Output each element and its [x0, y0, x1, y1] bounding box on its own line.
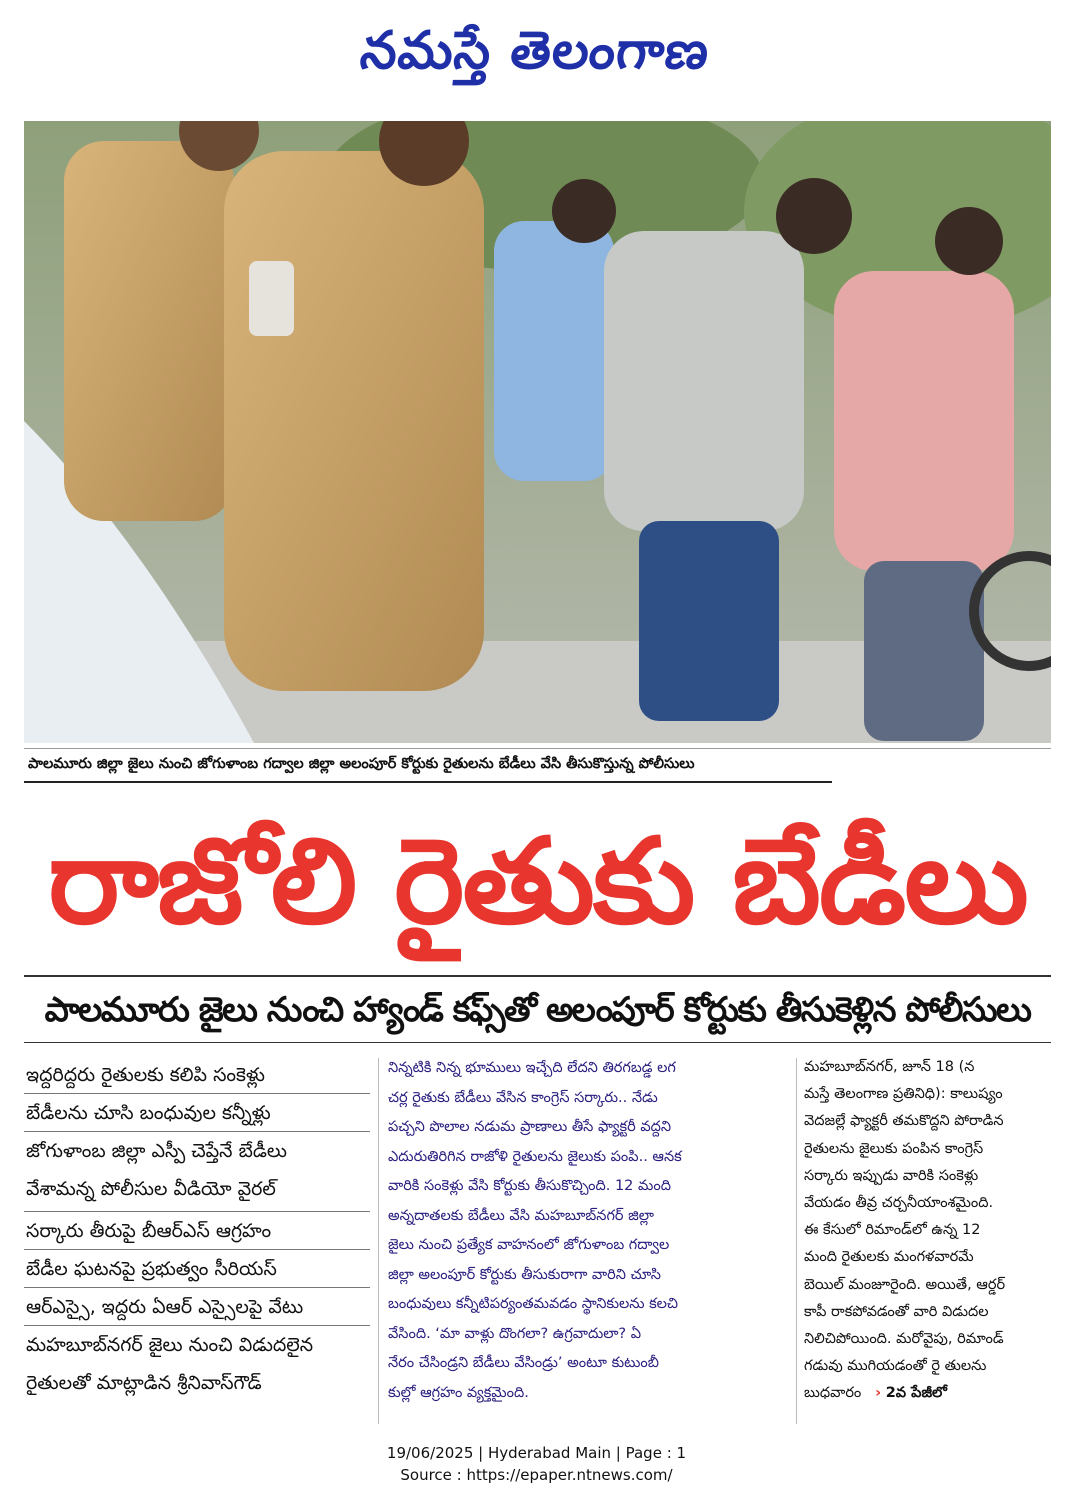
intro-line: జిల్లా అలంపూర్ కోర్టుకు తీసుకురాగా వారిని చూసి — [388, 1266, 661, 1283]
intro-line: బంధువులు కన్నీటిపర్యంతమవడం స్థానికులను కలచి — [388, 1296, 679, 1312]
article-line: మస్తే తెలంగాణ ప్రతినిధి): కాలుష్యం — [804, 1086, 1003, 1103]
intro-line: వారికి సంకెళ్లు వేసి కోర్టుకు తీసుకొచ్చింది. 12 మంది — [388, 1178, 671, 1194]
footer-date-edition: 19/06/2025 | Hyderabad Main | Page : 1 — [386, 1444, 687, 1462]
highlight-text: బేడీలను చూసి బంధువుల కన్నీళ్లు — [26, 1102, 271, 1124]
highlight-text: వేశామన్న పోలీసుల వీడియో వైరల్ — [26, 1178, 276, 1200]
intro-line: చర్ల రైతుకు బేడీలు వేసిన కాంగ్రెస్ సర్కారు.. నేడు — [388, 1089, 658, 1106]
highlight-text: ఆర్‌ఎస్సై, ఇద్దరు ఏఆర్ ఎస్సైలపై వేటు — [26, 1296, 304, 1318]
intro-line: అన్నదాతలకు బేడీలు వేసి మహబూబ్‌నగర్ జిల్లా — [388, 1207, 654, 1224]
headline: రాజోలి రైతుకు బేడీలు — [48, 812, 1027, 950]
highlights-column — [24, 1058, 370, 1408]
highlight-item — [24, 1058, 370, 1096]
highlight-text: రైతులతో మాట్లాడిన శ్రీనివాస్‌గౌడ్ — [26, 1372, 262, 1394]
continued-arrow-icon: › — [875, 1385, 882, 1402]
highlight-text: జోగుళాంబ జిల్లా ఎస్పీ చెప్తేనే బేడీలు — [26, 1140, 287, 1162]
article-line: కాపీ రాకపోవడంతో వారి విడుదల — [804, 1303, 989, 1320]
intro-line: నిన్నటికి నిన్న భూములు ఇచ్చేది లేదని తిరగబడ్డ లగ — [388, 1060, 676, 1076]
highlight-divider — [24, 1131, 370, 1132]
intro-column — [388, 1054, 788, 1424]
article-line: నిలిచిపోయింది. మరోవైపు, రిమాండ్ — [804, 1331, 1004, 1348]
news-photo-illustration — [24, 121, 1051, 743]
highlight-item — [24, 1096, 370, 1134]
article-line: బెయిల్ మంజూరైంది. అయితే, ఆర్డర్ — [804, 1276, 1006, 1293]
intro-line: వేసింది. ‘మా వాళ్లు దొంగలా? ఉగ్రవాదులా? ఏ — [388, 1325, 642, 1342]
intro-line: నేరం చేసిండ్రని బేడీలు వేసిండ్రు’ అంటూ కుటుంబీ — [388, 1355, 659, 1371]
article-last-line — [804, 1380, 1052, 1407]
subheadline: పాలమూరు జైలు నుంచి హ్యాండ్ కఫ్స్‌తో అలంపూర్ కోర్టుకు తీసుకెళ్లిన పోలీసులు — [44, 990, 1031, 1030]
highlight-item — [24, 1134, 370, 1214]
highlight-divider — [24, 1093, 370, 1094]
column-divider — [378, 1058, 379, 1424]
photo-caption-block — [24, 748, 1051, 782]
subheadline-divider-bottom — [24, 1042, 1051, 1043]
highlight-divider — [24, 1325, 370, 1326]
intro-line: కుల్లో ఆగ్రహం వ్యక్తమైంది. — [388, 1384, 529, 1401]
subheadline-divider-top — [24, 975, 1051, 977]
article-line: మహబూబ్‌నగర్, జూన్ 18 (న — [804, 1059, 975, 1075]
newspaper-logo: నమస్తే తెలంగాణ — [357, 21, 713, 81]
highlight-item — [24, 1214, 370, 1252]
article-line: వెదజల్లే ఫ్యాక్టరీ తమకొద్దని పోరాడిన — [804, 1113, 1004, 1130]
intro-line: జైలు నుంచి ప్రత్యేక వాహనంలో జోగుళాంబ గద్వాల — [388, 1237, 670, 1253]
intro-line: ఎదురుతిరిగిన రాజోళి రైతులను జైలుకు పంపి.. ఆనక — [388, 1148, 682, 1165]
highlight-text: సర్కారు తీరుపై బీఆర్‌ఎస్ ఆగ్రహం — [26, 1220, 272, 1242]
continued-on-page-link[interactable]: 2వ పేజీలో — [885, 1385, 947, 1402]
highlight-divider — [24, 1287, 370, 1288]
intro-line: పచ్చని పొలాల నడుమ ప్రాణాలు తీసే ఫ్యాక్టరీ వద్దని — [388, 1119, 672, 1135]
photo-caption: పాలమూరు జిల్లా జైలు నుంచి జోగుళాంబ గద్వాల జిల్లా అలంపూర్ కోర్టుకు రైతులను బేడీలు వేసి తీసుకొస్తున్న పోలీసులు — [28, 756, 695, 772]
column-divider — [796, 1058, 797, 1424]
highlight-item — [24, 1290, 370, 1328]
highlight-item — [24, 1328, 370, 1408]
masthead — [0, 0, 1073, 110]
highlight-text: మహబూబ్‌నగర్ జైలు నుంచి విడుదలైన — [26, 1334, 314, 1356]
article-line: వేయడం తీవ్ర చర్చనీయాంశమైంది. — [804, 1195, 994, 1212]
article-line: రైతులను జైలుకు పంపిన కాంగ్రెస్ — [804, 1140, 984, 1157]
article-line: ఈ కేసులో రిమాండ్‌లో ఉన్న 12 — [804, 1222, 981, 1239]
article-line: మంది రైతులకు మంగళవారమే — [804, 1249, 974, 1266]
article-body-column — [804, 1054, 1052, 1408]
highlight-text: ఇద్దరిద్దరు రైతులకు కలిపి సంకెళ్లు — [26, 1064, 265, 1086]
footer-source: Source : https://epaper.ntnews.com/ — [400, 1466, 673, 1484]
news-photo — [24, 121, 1051, 743]
highlight-text: బేడీల ఘటనపై ప్రభుత్వం సీరియస్ — [26, 1258, 277, 1280]
highlight-divider — [24, 1211, 370, 1212]
article-line: గడువు ముగియడంతో రై తులను — [804, 1358, 987, 1375]
article-line: బుధవారం — [804, 1385, 862, 1402]
page-footer — [0, 1442, 1073, 1486]
caption-divider-top — [24, 748, 1051, 749]
highlight-item — [24, 1252, 370, 1290]
highlight-divider — [24, 1249, 370, 1250]
caption-divider-bottom — [24, 781, 832, 783]
article-line: సర్కారు ఇప్పుడు వారికి సంకెళ్లు — [804, 1167, 979, 1184]
